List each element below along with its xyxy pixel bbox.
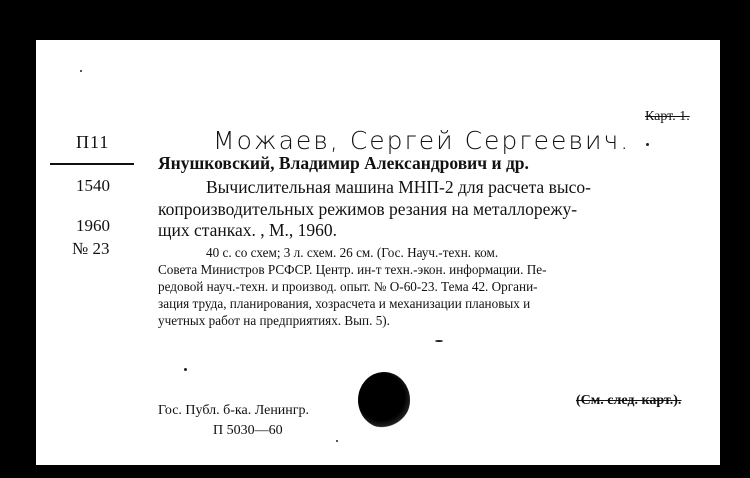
speck [336,440,338,442]
card-number-label: Карт. 1. [645,109,690,124]
left-divider-line [50,163,134,165]
speck [80,70,82,72]
title-line-1: Вычислительная машина МНП-2 для расчета высо- [206,177,591,197]
speck [646,143,649,146]
description-line-1: 40 с. со схем; 3 л. схем. 26 см. (Гос. Науч.-техн. ком. [206,245,499,260]
continued-note: (См. след. карт.). [576,393,682,408]
issue-number: № 23 [72,239,110,258]
library-code: П 5030—60 [213,423,283,438]
description-line-4: зация труда, планирования, хозрасчета и механизации плановых и [158,296,531,311]
ink-blot [358,372,410,428]
catalog-card [36,40,720,465]
speck [435,340,443,342]
description-line-5: учетных работ на предприятиях. Вып. 5). [158,313,390,328]
title-line-3: щих станках. , М., 1960. [158,220,338,240]
handwritten-name: Можаев, Сергей Сергеевич. [213,126,631,155]
title-line-2: копроизводительных режимов резания на металлорежу- [158,199,578,219]
library-line: Гос. Публ. б-ка. Ленингр. [158,403,310,418]
call-number: П11 [76,132,110,152]
author-heading: Янушковский, Владимир Александрович и др. [158,153,529,173]
speck [184,368,187,371]
description-line-2: Совета Министров РСФСР. Центр. ин-т техн.-экон. информации. Пе- [158,262,547,277]
description-line-3: редовой науч.-техн. и производ. опыт. № О-60-23. Тема 42. Органи- [158,279,538,294]
card-number: 1540 [76,176,110,195]
year: 1960 [76,216,110,235]
